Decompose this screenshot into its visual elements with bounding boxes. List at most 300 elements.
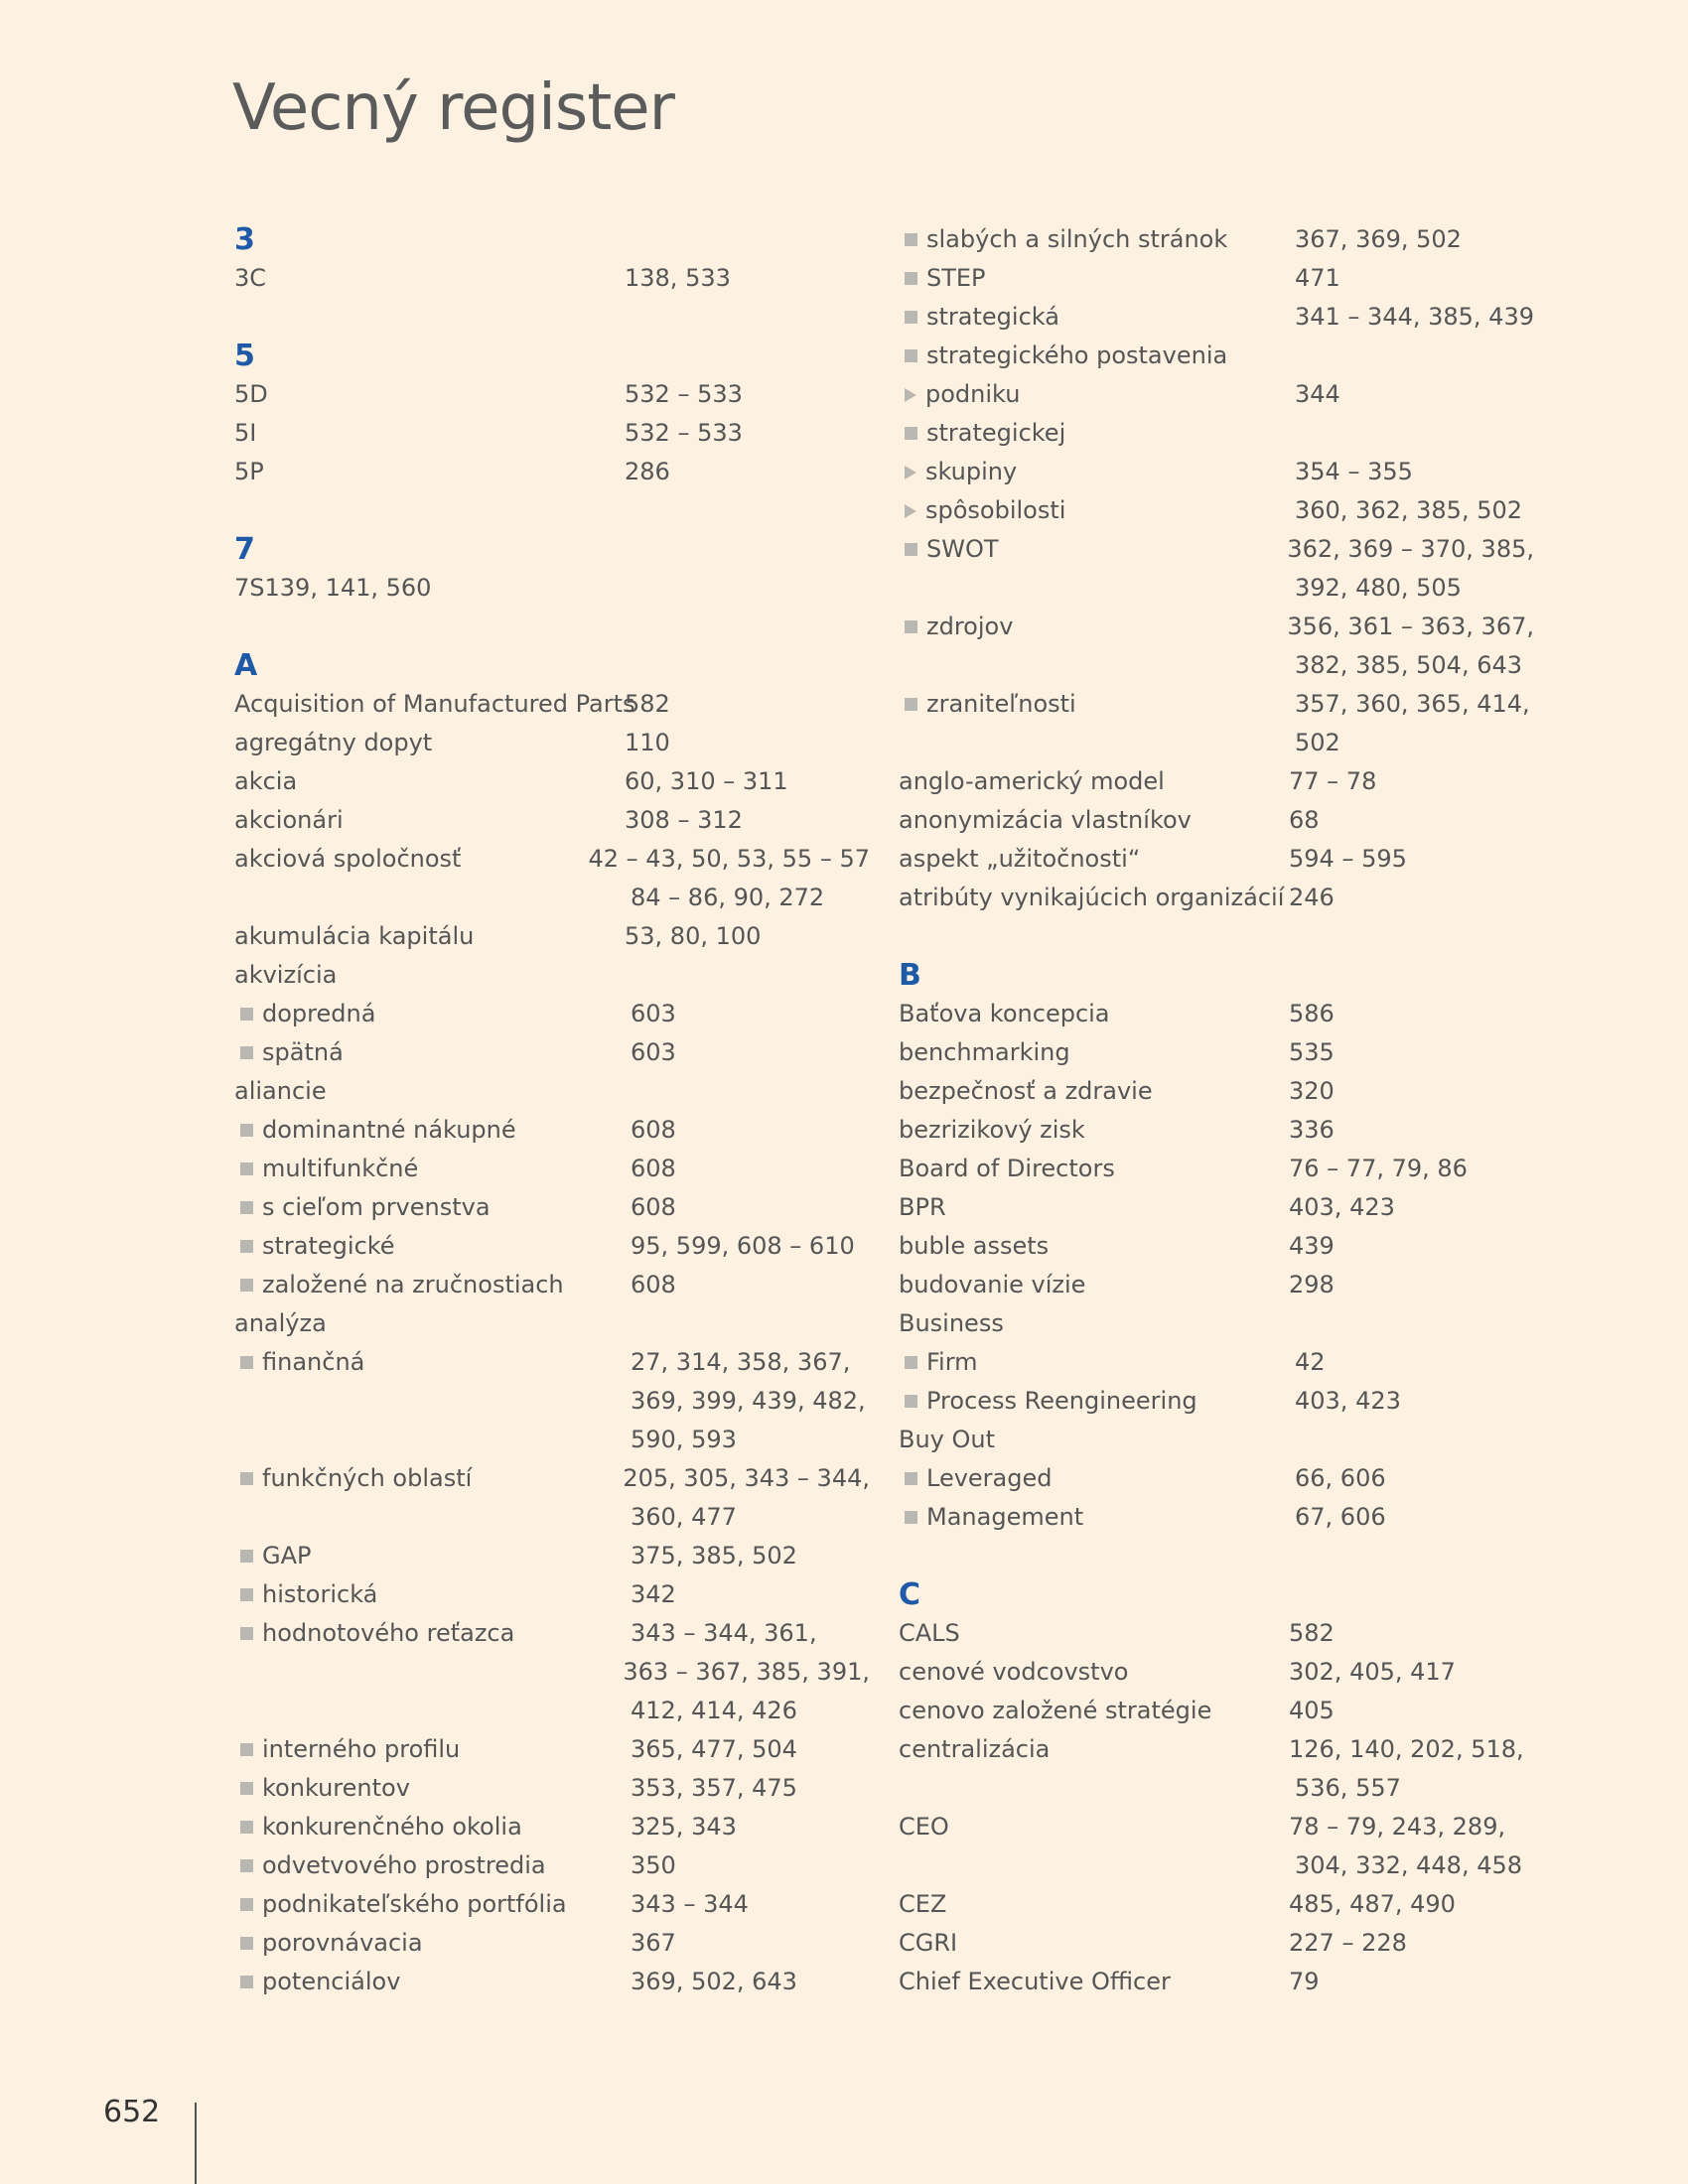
index-page-refs: 369, 399, 439, 482, xyxy=(631,1387,866,1415)
index-term xyxy=(899,1033,1289,1072)
index-page-refs: 403, 423 xyxy=(1295,1387,1401,1415)
index-term xyxy=(234,1963,631,2001)
index-page-refs: 532 – 533 xyxy=(625,380,743,408)
index-term-text: finančná xyxy=(262,1348,365,1376)
index-page-refs: 502 xyxy=(1295,729,1340,756)
index-term-text: historická xyxy=(262,1580,378,1608)
index-entry xyxy=(899,1885,1534,1924)
square-bullet-icon xyxy=(905,1356,917,1369)
index-entry xyxy=(234,414,870,453)
square-bullet-icon xyxy=(240,1821,253,1834)
square-bullet-icon xyxy=(240,1472,253,1485)
index-term xyxy=(899,1150,1289,1188)
index-entry xyxy=(234,685,870,724)
index-page-refs: 392, 480, 505 xyxy=(1295,574,1462,602)
index-term-text: CALS xyxy=(899,1619,960,1647)
index-term xyxy=(899,1227,1289,1266)
index-entry xyxy=(234,569,870,608)
index-term-text: Acquisition of Manufactured Parts xyxy=(234,690,635,718)
index-entry xyxy=(899,1653,1534,1692)
index-term-text: skupiny xyxy=(925,458,1018,485)
index-term-text: Buy Out xyxy=(899,1426,996,1453)
index-term-text: centralizácia xyxy=(899,1735,1051,1763)
index-entry xyxy=(899,1188,1534,1227)
index-term-text: Board of Directors xyxy=(899,1155,1115,1182)
index-entry xyxy=(234,1808,870,1846)
index-term xyxy=(899,724,1295,762)
index-term xyxy=(234,762,625,801)
index-entry xyxy=(899,337,1534,375)
index-term xyxy=(234,1459,623,1498)
index-page-refs: 582 xyxy=(1289,1619,1335,1647)
index-term-text: zraniteľnosti xyxy=(926,690,1076,718)
index-entry xyxy=(899,646,1534,685)
index-page-refs: 608 xyxy=(631,1116,676,1144)
index-page-refs: 66, 606 xyxy=(1295,1464,1386,1492)
index-entry xyxy=(899,1614,1534,1653)
triangle-bullet-icon xyxy=(905,504,916,518)
index-entry xyxy=(899,530,1534,569)
page-number: 652 xyxy=(103,2095,161,2129)
index-page-refs: 485, 487, 490 xyxy=(1289,1890,1456,1918)
index-term xyxy=(899,1459,1295,1498)
index-page-refs: 532 – 533 xyxy=(625,419,743,447)
index-page-refs: 590, 593 xyxy=(631,1426,737,1453)
index-page-refs: 354 – 355 xyxy=(1295,458,1413,485)
index-term-text: porovnávacia xyxy=(262,1929,423,1957)
index-term xyxy=(899,1769,1295,1808)
index-entry xyxy=(899,608,1534,646)
index-entry xyxy=(899,259,1534,298)
index-term xyxy=(234,685,635,724)
square-bullet-icon xyxy=(240,1782,253,1795)
index-term-text: multifunkčné xyxy=(262,1155,419,1182)
index-page-refs: 227 – 228 xyxy=(1289,1929,1407,1957)
index-term xyxy=(234,1033,631,1072)
index-entry xyxy=(899,1072,1534,1111)
square-bullet-icon xyxy=(240,1627,253,1640)
square-bullet-icon xyxy=(905,427,917,440)
index-section-letter: B xyxy=(899,958,921,993)
index-page-refs: 343 – 344 xyxy=(631,1890,749,1918)
index-term-text: strategického postavenia xyxy=(926,341,1228,369)
index-entry xyxy=(899,453,1534,491)
index-page-refs: 126, 140, 202, 518, xyxy=(1289,1735,1524,1763)
index-entry xyxy=(899,1111,1534,1150)
square-bullet-icon xyxy=(905,349,917,362)
index-entry xyxy=(899,840,1534,879)
index-page-refs: 341 – 344, 385, 439 xyxy=(1294,303,1534,331)
index-term xyxy=(234,840,588,879)
index-entry xyxy=(234,1692,870,1730)
square-bullet-icon xyxy=(240,1550,253,1563)
index-page-refs: 350 xyxy=(631,1851,676,1879)
square-bullet-icon xyxy=(240,1279,253,1292)
section-spacer xyxy=(234,298,870,337)
index-term xyxy=(234,1343,631,1382)
index-term xyxy=(899,1885,1289,1924)
index-term-text: BPR xyxy=(899,1193,946,1221)
index-page-refs: 320 xyxy=(1289,1077,1335,1105)
index-term-text: bezpečnosť a zdravie xyxy=(899,1077,1153,1105)
index-term xyxy=(899,337,1295,375)
square-bullet-icon xyxy=(905,272,917,285)
index-term xyxy=(899,1808,1289,1846)
index-page-refs: 302, 405, 417 xyxy=(1289,1658,1456,1686)
index-page-refs: 603 xyxy=(631,1038,676,1066)
index-term xyxy=(899,1188,1289,1227)
index-page-refs: 369, 502, 643 xyxy=(631,1968,797,1995)
index-term xyxy=(899,801,1289,840)
square-bullet-icon xyxy=(240,1046,253,1059)
index-entry xyxy=(899,220,1534,259)
index-term xyxy=(234,1421,631,1459)
index-term-text: anglo-americký model xyxy=(899,767,1165,795)
index-page-refs: 362, 369 – 370, 385, xyxy=(1287,535,1534,563)
index-page-refs: 95, 599, 608 – 610 xyxy=(631,1232,855,1260)
index-entry xyxy=(234,453,870,491)
page-title: Vecný register xyxy=(232,71,674,145)
index-term-text: cenovo založené stratégie xyxy=(899,1697,1212,1724)
index-page-refs: 205, 305, 343 – 344, xyxy=(623,1464,870,1492)
index-entry xyxy=(234,1150,870,1188)
index-page-refs: 138, 533 xyxy=(625,264,731,292)
index-entry xyxy=(899,1459,1534,1498)
index-page-refs: 367, 369, 502 xyxy=(1295,225,1462,253)
square-bullet-icon xyxy=(240,1898,253,1911)
index-entry xyxy=(234,375,870,414)
square-bullet-icon xyxy=(905,1472,917,1485)
index-page-refs: 298 xyxy=(1289,1271,1335,1298)
index-term-text: benchmarking xyxy=(899,1038,1070,1066)
index-entry xyxy=(234,1575,870,1614)
index-entry xyxy=(234,724,870,762)
index-entry xyxy=(234,1614,870,1653)
index-page-refs: 382, 385, 504, 643 xyxy=(1295,651,1523,679)
section-spacer xyxy=(234,491,870,530)
index-term xyxy=(234,259,625,298)
square-bullet-icon xyxy=(240,1240,253,1253)
index-term xyxy=(899,879,1289,917)
index-term xyxy=(899,1343,1295,1382)
index-term-text: potenciálov xyxy=(262,1968,401,1995)
index-term-text: aspekt „užitočnosti“ xyxy=(899,845,1141,873)
index-page-refs: 365, 477, 504 xyxy=(631,1735,797,1763)
index-term xyxy=(234,1382,631,1421)
index-term-text: 5I xyxy=(234,419,257,447)
index-term-text: spôsobilosti xyxy=(925,496,1066,524)
index-section-letter: A xyxy=(234,648,258,683)
index-term-text: SWOT xyxy=(926,535,999,563)
index-page-refs: 77 – 78 xyxy=(1289,767,1377,795)
index-term xyxy=(234,1575,631,1614)
index-entry xyxy=(899,879,1534,917)
index-term-text: CGRI xyxy=(899,1929,958,1957)
index-term-text: anonymizácia vlastníkov xyxy=(899,806,1192,834)
index-term xyxy=(899,375,1295,414)
index-term xyxy=(234,1266,631,1304)
square-bullet-icon xyxy=(905,1395,917,1408)
index-term xyxy=(234,1885,631,1924)
index-page-refs: 246 xyxy=(1289,884,1335,911)
index-term-text: Leveraged xyxy=(926,1464,1053,1492)
index-term xyxy=(899,220,1295,259)
index-entry xyxy=(899,724,1534,762)
index-term xyxy=(234,1537,631,1575)
square-bullet-icon xyxy=(905,620,917,633)
index-page-refs: 304, 332, 448, 458 xyxy=(1295,1851,1523,1879)
index-term xyxy=(234,995,631,1033)
index-entry xyxy=(899,298,1534,337)
index-term xyxy=(899,608,1287,646)
index-page-refs: 608 xyxy=(631,1193,676,1221)
index-entry xyxy=(899,685,1534,724)
index-term-text: agregátny dopyt xyxy=(234,729,433,756)
index-term-text: aliancie xyxy=(234,1077,327,1105)
index-page-refs: 84 – 86, 90, 272 xyxy=(631,884,825,911)
index-entry xyxy=(234,1537,870,1575)
index-section-letter: C xyxy=(899,1577,921,1612)
index-term-text: Management xyxy=(926,1503,1084,1531)
square-bullet-icon xyxy=(240,1588,253,1601)
index-term-text: strategickej xyxy=(926,419,1066,447)
index-entry xyxy=(234,1343,870,1382)
index-entry xyxy=(899,1769,1534,1808)
index-term-text: akumulácia kapitálu xyxy=(234,922,475,950)
index-term xyxy=(899,685,1295,724)
index-entry xyxy=(899,801,1534,840)
index-term xyxy=(899,414,1295,453)
index-page-refs: 594 – 595 xyxy=(1289,845,1407,873)
index-page-refs: 60, 310 – 311 xyxy=(625,767,788,795)
index-term xyxy=(234,1150,631,1188)
index-term xyxy=(899,1692,1289,1730)
index-term-text: funkčných oblastí xyxy=(262,1464,473,1492)
index-entry xyxy=(899,1421,1534,1459)
index-entry xyxy=(899,1808,1534,1846)
index-term-text: 7S139, 141, 560 xyxy=(234,574,432,602)
index-entry xyxy=(234,995,870,1033)
index-term xyxy=(234,569,625,608)
index-entry xyxy=(234,1188,870,1227)
index-entry xyxy=(234,1421,870,1459)
square-bullet-icon xyxy=(240,1356,253,1369)
index-term-text: akciová spoločnosť xyxy=(234,845,462,873)
index-page-refs: 536, 557 xyxy=(1295,1774,1401,1802)
index-term-text: bezrizikový zisk xyxy=(899,1116,1085,1144)
index-entry xyxy=(899,1227,1534,1266)
index-term xyxy=(234,1304,625,1343)
index-term-text: s cieľom prvenstva xyxy=(262,1193,491,1221)
index-term-text: spätná xyxy=(262,1038,344,1066)
index-entry xyxy=(234,1227,870,1266)
index-term-text: Baťova koncepcia xyxy=(899,1000,1110,1027)
index-term xyxy=(234,1614,631,1653)
index-term-text: STEP xyxy=(926,264,986,292)
square-bullet-icon xyxy=(240,1937,253,1950)
index-term-text: podnikateľského portfólia xyxy=(262,1890,567,1918)
index-entry xyxy=(234,1033,870,1072)
index-page-refs: 363 – 367, 385, 391, xyxy=(623,1658,870,1686)
index-term-text: hodnotového reťazca xyxy=(262,1619,515,1647)
index-entry xyxy=(899,1692,1534,1730)
index-entry xyxy=(899,1033,1534,1072)
index-term-text: akvizícia xyxy=(234,961,338,989)
index-term-text: interného profilu xyxy=(262,1735,461,1763)
index-entry xyxy=(234,801,870,840)
index-term xyxy=(899,298,1295,337)
index-entry xyxy=(899,762,1534,801)
index-entry xyxy=(899,1304,1534,1343)
section-spacer xyxy=(899,917,1534,956)
square-bullet-icon xyxy=(905,311,917,324)
square-bullet-icon xyxy=(240,1124,253,1137)
index-section-letter: 7 xyxy=(234,532,255,567)
index-page-refs: 608 xyxy=(631,1155,676,1182)
index-term xyxy=(234,453,625,491)
index-page-refs: 535 xyxy=(1289,1038,1335,1066)
index-entry xyxy=(234,1304,870,1343)
triangle-bullet-icon xyxy=(905,466,916,479)
index-term xyxy=(899,453,1295,491)
index-entry xyxy=(234,1963,870,2001)
index-term-text: akcia xyxy=(234,767,298,795)
index-term xyxy=(234,801,625,840)
index-term-text: 5P xyxy=(234,458,264,485)
index-entry xyxy=(234,1924,870,1963)
index-term-text: CEO xyxy=(899,1813,949,1841)
index-term-text: cenové vodcovstvo xyxy=(899,1658,1129,1686)
index-term xyxy=(234,879,631,917)
index-page-refs: 471 xyxy=(1295,264,1340,292)
index-term-text: GAP xyxy=(262,1542,312,1570)
index-term-text: strategické xyxy=(262,1232,395,1260)
index-page-refs: 325, 343 xyxy=(631,1813,737,1841)
index-term xyxy=(234,1846,631,1885)
index-entry xyxy=(899,1498,1534,1537)
square-bullet-icon xyxy=(240,1743,253,1756)
index-page-refs: 360, 362, 385, 502 xyxy=(1295,496,1523,524)
index-term-text: buble assets xyxy=(899,1232,1050,1260)
index-term xyxy=(234,1808,631,1846)
index-page-refs: 360, 477 xyxy=(631,1503,737,1531)
index-term-text: založené na zručnostiach xyxy=(262,1271,564,1298)
index-entry xyxy=(899,1846,1534,1885)
index-page-refs: 67, 606 xyxy=(1295,1503,1386,1531)
index-term-text: Firm xyxy=(926,1348,978,1376)
index-page-refs: 586 xyxy=(1289,1000,1335,1027)
square-bullet-icon xyxy=(905,1511,917,1524)
index-term-text: konkurentov xyxy=(262,1774,410,1802)
index-term xyxy=(899,1266,1289,1304)
index-term xyxy=(899,1304,1289,1343)
index-term-text: podniku xyxy=(925,380,1021,408)
index-term xyxy=(234,1653,623,1692)
index-page-refs: 42 – 43, 50, 53, 55 – 57 xyxy=(588,845,870,873)
index-term xyxy=(234,375,625,414)
index-entry xyxy=(234,1653,870,1692)
triangle-bullet-icon xyxy=(905,388,916,402)
index-page-refs: 342 xyxy=(631,1580,676,1608)
index-column-right xyxy=(899,220,1534,2001)
index-page-refs: 308 – 312 xyxy=(625,806,743,834)
index-term-text: dominantné nákupné xyxy=(262,1116,516,1144)
index-term xyxy=(899,530,1287,569)
index-term xyxy=(899,1653,1289,1692)
index-page-refs: 603 xyxy=(631,1000,676,1027)
index-page-refs: 405 xyxy=(1289,1697,1335,1724)
index-term xyxy=(899,1111,1289,1150)
index-term xyxy=(899,1498,1295,1537)
index-term-text: atribúty vynikajúcich organizácií xyxy=(899,884,1285,911)
index-page-refs: 76 – 77, 79, 86 xyxy=(1289,1155,1468,1182)
index-page-refs: 343 – 344, 361, xyxy=(631,1619,817,1647)
index-entry xyxy=(234,1072,870,1111)
index-page-refs: 68 xyxy=(1289,806,1320,834)
index-entry xyxy=(234,1730,870,1769)
index-page-refs: 353, 357, 475 xyxy=(631,1774,797,1802)
index-term xyxy=(899,995,1289,1033)
index-entry xyxy=(899,1924,1534,1963)
index-page-refs: 286 xyxy=(625,458,670,485)
folio-divider xyxy=(195,2103,197,2184)
index-entry xyxy=(899,375,1534,414)
index-entry xyxy=(234,840,870,879)
section-spacer xyxy=(899,1537,1534,1575)
index-entry xyxy=(234,1769,870,1808)
index-entry xyxy=(234,762,870,801)
index-term xyxy=(234,1730,631,1769)
index-term xyxy=(234,1924,631,1963)
index-entry xyxy=(234,1846,870,1885)
index-term xyxy=(899,1846,1295,1885)
index-term xyxy=(234,1692,631,1730)
square-bullet-icon xyxy=(240,1976,253,1988)
index-entry xyxy=(899,1382,1534,1421)
index-entry xyxy=(899,995,1534,1033)
index-entry xyxy=(899,1730,1534,1769)
index-term-text: odvetvového prostredia xyxy=(262,1851,546,1879)
index-section-letter: 5 xyxy=(234,339,255,373)
index-page-refs: 27, 314, 358, 367, xyxy=(631,1348,851,1376)
index-page-refs: 367 xyxy=(631,1929,676,1957)
index-column-left xyxy=(234,220,870,2001)
index-entry xyxy=(234,1111,870,1150)
index-term xyxy=(234,1188,631,1227)
index-term-text: zdrojov xyxy=(926,613,1014,640)
index-page-refs: 403, 423 xyxy=(1289,1193,1395,1221)
index-term xyxy=(234,1769,631,1808)
index-entry xyxy=(234,1885,870,1924)
index-term xyxy=(234,724,625,762)
index-term-text: 5D xyxy=(234,380,268,408)
index-term xyxy=(234,1072,625,1111)
index-term xyxy=(234,414,625,453)
index-entry xyxy=(234,1498,870,1537)
index-page-refs: 412, 414, 426 xyxy=(631,1697,797,1724)
index-entry xyxy=(899,414,1534,453)
index-term xyxy=(234,1227,631,1266)
index-term-text: konkurenčného okolia xyxy=(262,1813,522,1841)
index-section-letter: 3 xyxy=(234,222,255,257)
square-bullet-icon xyxy=(905,543,917,556)
index-term-text: dopredná xyxy=(262,1000,376,1027)
index-term xyxy=(899,569,1295,608)
index-term-text: 3C xyxy=(234,264,267,292)
index-entry xyxy=(899,569,1534,608)
index-term xyxy=(899,1382,1295,1421)
index-entry xyxy=(899,1266,1534,1304)
